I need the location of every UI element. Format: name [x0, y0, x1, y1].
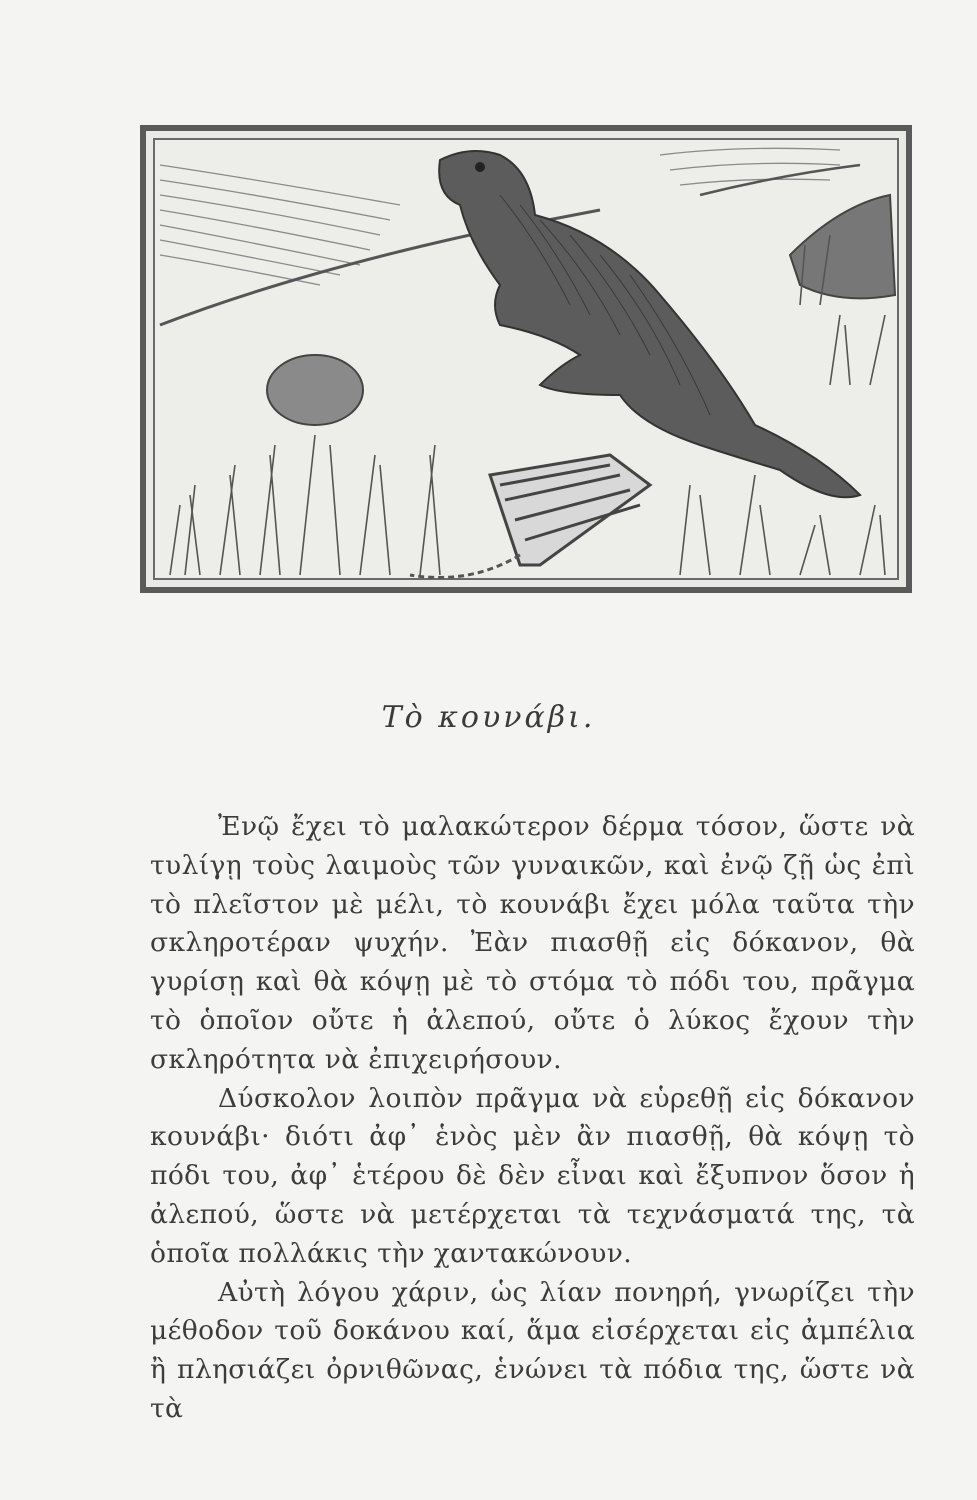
engraving-image: [140, 125, 912, 593]
paragraph-3: Αὐτὴ λόγου χάριν, ὡς λίαν πονηρή, γνωρίζει τὴν μέθοδον τοῦ δοκάνου καί, ἅμα εἰσέρχεται εἰς ἀμπέλια ἢ πλησιάζει ὀρνιθῶνας, ἑνώνει τὰ πόδια της, ὥστε νὰ τὰ: [150, 1276, 915, 1424]
chapter-title: Τὸ κουνάβι.: [381, 700, 596, 735]
paragraph-2: Δύσκολον λοιπὸν πρᾶγμα νὰ εὑρεθῇ εἰς δόκανον κουνάβι· διότι ἀφ᾽ ἑνὸς μὲν ἂν πιασθῇ, θὰ κόψῃ τὸ πόδι του, ἀφ᾽ ἑτέρου δὲ δὲν εἶναι καὶ ἔξυπνον ὅσον ἡ ἀλεπού, ὥστε νὰ μετέρχεται τὰ τεχνάσματά της, τὰ ὁποῖα πολλάκις τὴν χαντακώνουν.: [150, 1082, 915, 1269]
body-text: [150, 808, 915, 1429]
paragraph-1: Ἐνῷ ἔχει τὸ μαλακώτερον δέρμα τόσον, ὥστε νὰ τυλίγῃ τοὺς λαιμοὺς τῶν γυναικῶν, καὶ ἐνῷ ζῇ ὡς ἐπὶ τὸ πλεῖστον μὲ μέλι, τὸ κουνάβι ἔχει μόλα ταῦτα τὴν σκληροτέραν ψυχήν. Ἐὰν πιασθῇ εἰς δόκανον, θὰ γυρίσῃ καὶ θὰ κόψῃ μὲ τὸ στόμα τὸ πόδι του, πρᾶγμα τὸ ὁποῖον οὔτε ἡ ἀλεπού, οὔτε ὁ λύκος ἔχουν τὴν σκληρότητα νὰ ἐπιχειρήσουν.: [150, 811, 915, 1075]
marten-illustration: [140, 125, 912, 593]
